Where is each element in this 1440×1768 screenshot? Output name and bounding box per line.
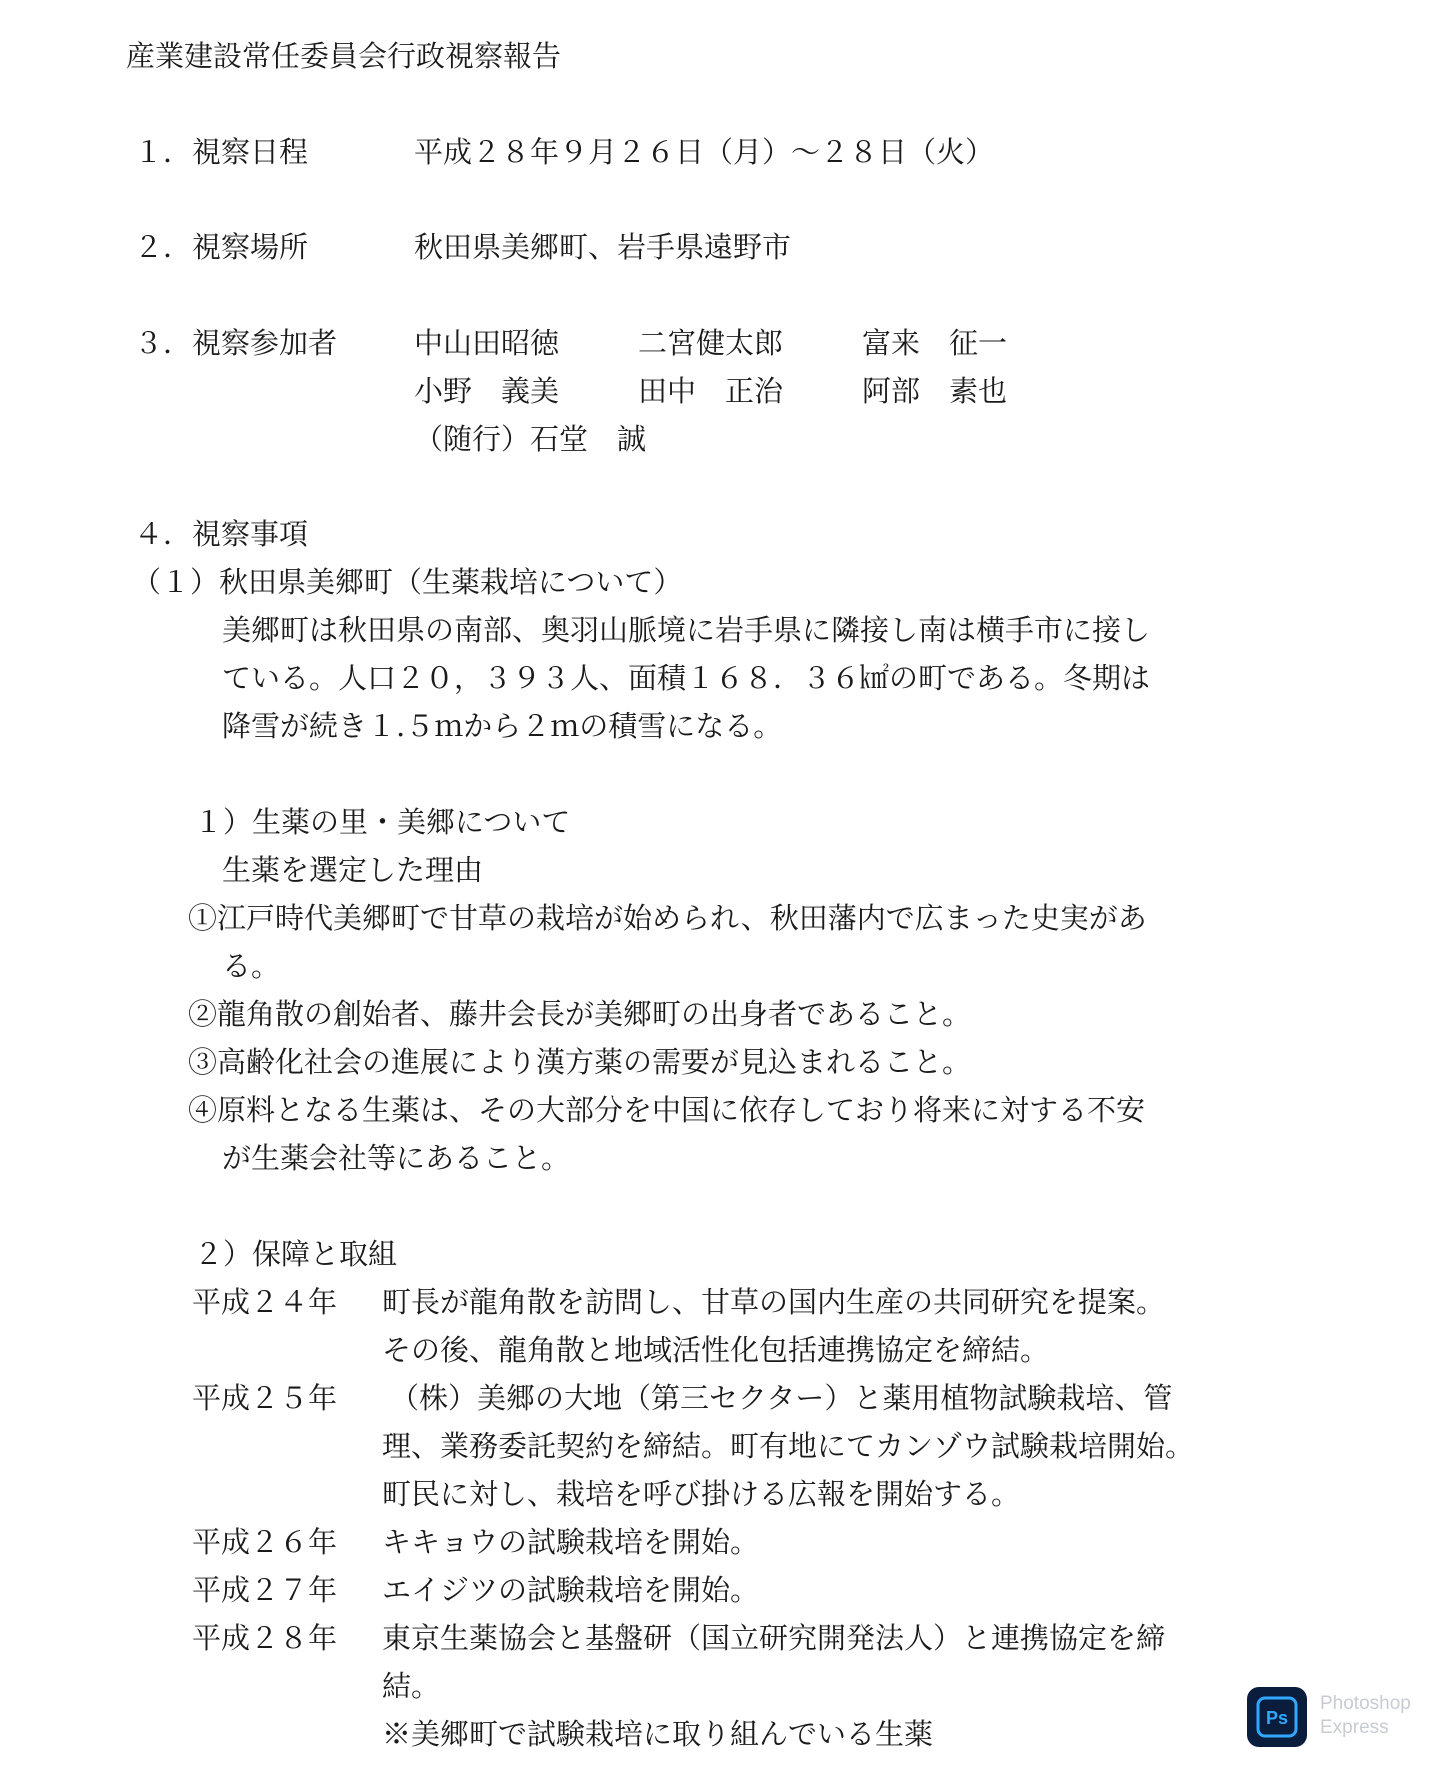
schedule-value: 平成２８年９月２６日（月）～２８日（火） xyxy=(414,135,995,169)
participant-name: 小野 義美 xyxy=(414,374,560,408)
reason-line: ②龍角散の創始者、藤井会長が美郷町の出身者であること。 xyxy=(188,997,972,1031)
matters-label: ４．視察事項 xyxy=(134,517,309,551)
timeline-year: 平成２７年 xyxy=(192,1573,338,1607)
timeline-text: ※美郷町で試験栽培に取り組んでいる生薬 xyxy=(382,1717,934,1751)
watermark-app: Photoshop xyxy=(1320,1693,1411,1714)
photoshop-express-logo-icon xyxy=(1247,1687,1307,1747)
timeline-text: 東京生薬協会と基盤研（国立研究開発法人）と連携協定を締 xyxy=(382,1621,1166,1655)
timeline-year: 平成２８年 xyxy=(192,1621,338,1655)
participant-name: 富来 征一 xyxy=(862,326,1008,360)
document-title: 産業建設常任委員会行政視察報告 xyxy=(126,39,562,73)
timeline-year: 平成２５年 xyxy=(192,1381,338,1415)
timeline-text: 町民に対し、栽培を呼び掛ける広報を開始する。 xyxy=(382,1477,1021,1511)
intro-line: 美郷町は秋田県の南部、奥羽山脈境に岩手県に隣接し南は横手市に接し xyxy=(222,613,1151,647)
timeline-year: 平成２６年 xyxy=(192,1525,338,1559)
location-value: 秋田県美郷町、岩手県遠野市 xyxy=(414,230,792,264)
watermark-edition: Express xyxy=(1320,1717,1389,1738)
timeline-text: 理、業務委託契約を締結。町有地にてカンゾウ試験栽培開始。 xyxy=(382,1429,1195,1463)
timeline-text: 町長が龍角散を訪問し、甘草の国内生産の共同研究を提案。 xyxy=(382,1285,1166,1319)
sub1-heading: １）生薬の里・美郷について xyxy=(194,805,571,839)
schedule-label: １．視察日程 xyxy=(134,135,309,169)
timeline-text: キキョウの試験栽培を開始。 xyxy=(382,1525,760,1559)
sub2-heading: ２）保障と取組 xyxy=(194,1237,398,1271)
reason-line: ④原料となる生薬は、その大部分を中国に依存しており将来に対する不安 xyxy=(188,1093,1146,1127)
reason-line: ③高齢化社会の進展により漢方薬の需要が見込まれること。 xyxy=(188,1045,972,1079)
timeline-text: （株）美郷の大地（第三セクター）と薬用植物試験栽培、管 xyxy=(390,1381,1173,1415)
reason-line: ①江戸時代美郷町で甘草の栽培が始められ、秋田藩内で広まった史実があ xyxy=(188,901,1147,935)
participant-name: 阿部 素也 xyxy=(862,374,1008,408)
timeline-text: 結。 xyxy=(382,1669,441,1703)
intro-line: 降雪が続き１.５ｍから２ｍの積雪になる。 xyxy=(222,709,783,743)
ps-badge-text: Ps xyxy=(1265,1708,1289,1728)
reason-line: る。 xyxy=(222,949,281,983)
intro-line: ている。人口２０，３９３人、面積１６８．３６㎢の町である。冬期は xyxy=(222,661,1151,695)
photoshop-express-watermark xyxy=(1320,1692,1411,1740)
participant-attendant: （随行）石堂 誠 xyxy=(414,422,647,456)
participant-name: 田中 正治 xyxy=(638,374,784,408)
reason-line: が生薬会社等にあること。 xyxy=(222,1141,571,1175)
participants-label: ３．視察参加者 xyxy=(134,326,338,360)
location-label: ２．視察場所 xyxy=(134,230,309,264)
section1-heading: （１）秋田県美郷町（生薬栽培について） xyxy=(132,565,683,599)
participant-name: 二宮健太郎 xyxy=(638,326,784,360)
participant-name: 中山田昭徳 xyxy=(414,326,560,360)
timeline-year: 平成２４年 xyxy=(192,1285,338,1319)
reason-title: 生薬を選定した理由 xyxy=(222,853,484,887)
timeline-text: その後、龍角散と地域活性化包括連携協定を締結。 xyxy=(382,1333,1050,1367)
timeline-text: エイジツの試験栽培を開始。 xyxy=(382,1573,760,1607)
